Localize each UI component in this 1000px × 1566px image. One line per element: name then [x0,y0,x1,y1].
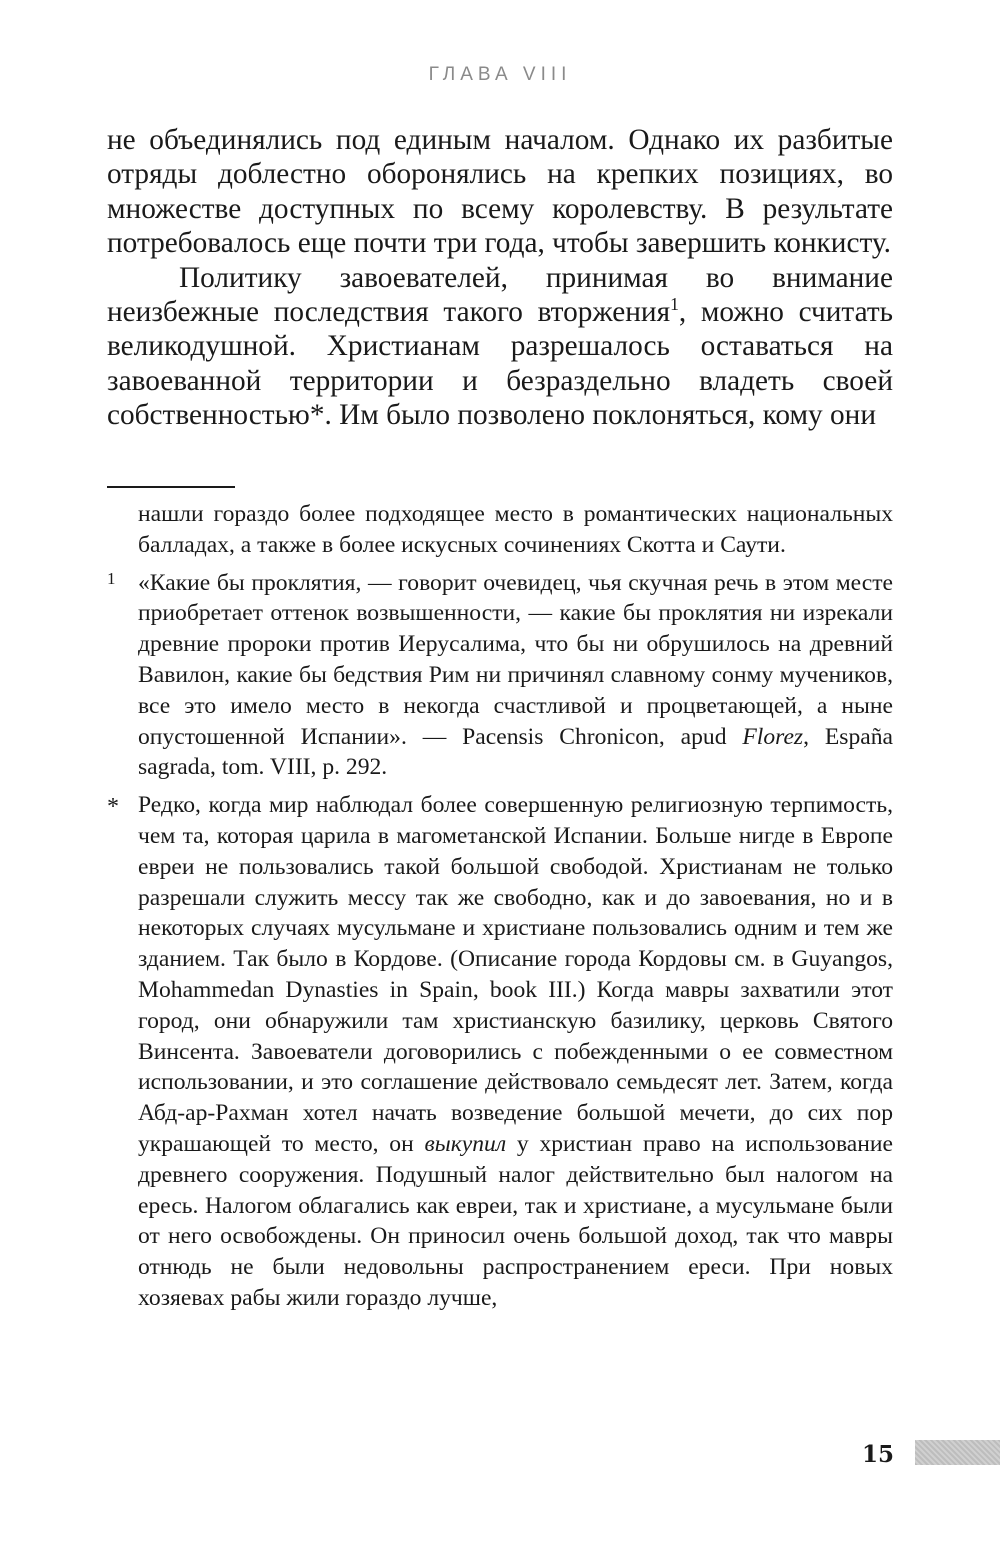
paragraph: не объединялись под единым началом. Однако их разбитые отряды доблестно оборонялись на крепких позициях, во множестве доступных по всему королевству. В результате потребовалось еще почти три года, чтобы завершить конкисту. [107,124,893,260]
paragraph-text: Политику завоевателей, принимая во внимание неизбежные последствия такого вторжения [107,261,893,329]
footnote-mark: 1 [107,568,116,588]
footnote-reference: 1 [670,294,679,315]
footnote-separator [107,486,235,488]
page-number: 15 [861,1441,894,1468]
footnote-text: Редко, когда мир наблюдал более совершенную религиозную терпимость, чем та, которая царила в магометанской Испании. Больше нигде в Европе евреи не пользовались такой большой свободой. Христианам не только разрешали служить мессу так же свободно, как и до завоевания, но и в некоторых случаях мусульмане и христиане пользовались одним и тем же зданием. Так было в Кордове. (Описание города Кордовы см. в Guyangos, Mohammedan Dynasties in Spain, book III.) Когда мавры захватили этот город, они обнаружили там христианскую базилику, церковь Святого Винсента. Завоеватели договорились с побежденными о ее совместном использовании, и это соглашение действовало семьдесят лет. Затем, когда Абд-ар-Рахман хотел начать возведение большой мечети, до сих пор украшающей то место, он [138,792,893,1157]
running-header: ГЛАВА VIII [428,64,572,85]
paragraph-text: , можно считать великодушной. Христианам разрешалось оставаться на завоеванной территории и безраздельно владеть своей собственностью*. Им было позволено поклоняться, кому они [107,296,893,432]
footnotes [107,499,893,1321]
footnote-text: нашли гораздо более подходящее место в романтических национальных балладах, а также в более искусных сочинениях Скотта и Саути. [138,501,893,558]
footnote-1 [107,568,893,784]
footnote-star [107,790,893,1314]
footnote-text: у христиан право на использование древнего сооружения. Подушный налог действительно был налогом на ересь. Налогом облагались как евреи, так и христиане, а мусульмане были от него освобождены. Он приносил очень большой доход, так что мавры отнюдь не были недовольны распространением ереси. При новых хозяевах рабы жили гораздо лучше, [138,1130,893,1311]
footnote-text: «Какие бы проклятия, — говорит очевидец, чья скучная речь в этом месте приобретает оттенок возвышенности, — какие бы проклятия ни изрекали древние пророки против Иерусалима, что бы ни обрушилось на древний Вавилон, какие бы бедствия Рим ни причинял славному сонму мучеников, все это имело место в некогда счастливой и процветающей, а ныне опустошенной Испании». — Pacensis Chronicon, apud [138,569,893,750]
main-text [107,123,893,433]
edge-tab [915,1440,1000,1465]
paragraph [107,261,893,433]
footnote-mark: * [107,794,119,821]
footnote-text: , España sagrada, tom. VIII, p. 292. [138,723,893,781]
footnote-continued [107,499,893,561]
footnote-author: Florez [742,723,804,750]
footnote-emphasis: выкупил [424,1130,507,1157]
